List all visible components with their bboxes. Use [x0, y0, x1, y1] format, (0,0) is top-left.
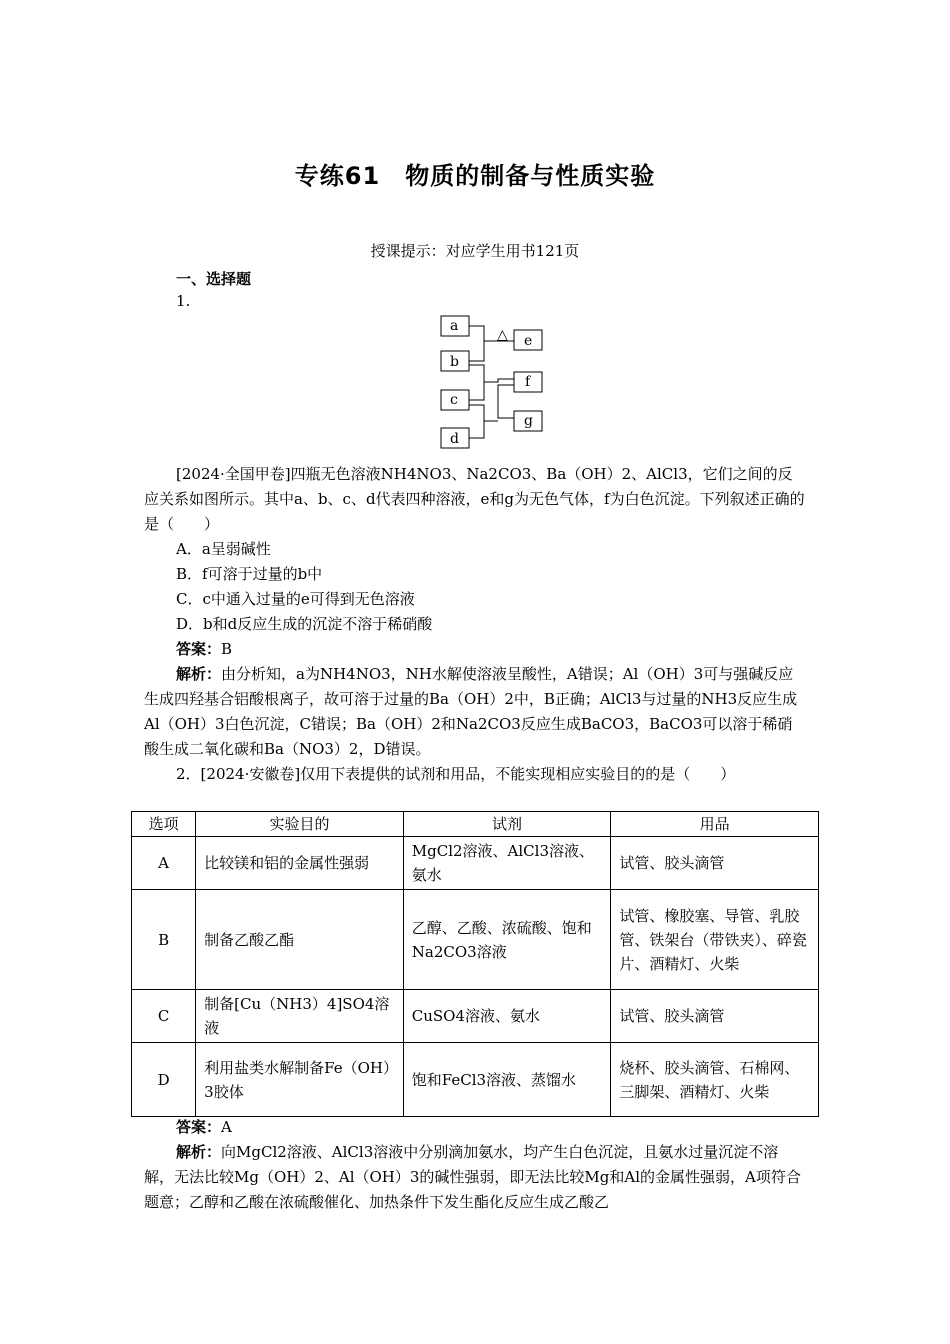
table-row: C 制备[Cu（NH3）4]SO4溶液 CuSO4溶液、氨水 试管、胶头滴管 [132, 990, 819, 1043]
label-a: a [450, 318, 459, 334]
label-e: e [524, 333, 533, 349]
label-d: d [450, 431, 459, 447]
option-a: A．a呈弱碱性 [176, 540, 271, 558]
table-header: 选项 实验目的 试剂 用品 [132, 812, 819, 837]
label-c: c [450, 392, 458, 408]
question-1-stem: [2024·全国甲卷]四瓶无色溶液NH4NO3、Na2CO3、Ba（OH）2、AlCl3，它们之间的反应关系如图所示。其中a、b、c、d代表四种溶液，e和g为无色气体，f为白色沉淀。下列叙述正确的是（ ） [144, 465, 805, 533]
label-b: b [450, 354, 459, 370]
answer-2: 答案：A [176, 1118, 232, 1136]
page-title: 专练61 物质的制备与性质实验 [294, 162, 656, 190]
table-row: A 比较镁和铝的金属性强弱 MgCl2溶液、AlCl3溶液、氨水 试管、胶头滴管 [132, 837, 819, 890]
reaction-diagram [438, 313, 548, 451]
label-f: f [525, 374, 531, 390]
label-g: g [524, 413, 533, 429]
option-c: C．c中通入过量的e可得到无色溶液 [176, 590, 415, 608]
table-row: D 利用盐类水解制备Fe（OH）3胶体 饱和FeCl3溶液、蒸馏水 烧杯、胶头滴管、石棉网、三脚架、酒精灯、火柴 [132, 1043, 819, 1117]
question-2-stem: 2．[2024·安徽卷]仅用下表提供的试剂和用品，不能实现相应实验目的的是（ ） [176, 765, 736, 783]
table-row: B 制备乙酸乙酯 乙醇、乙酸、浓硫酸、饱和Na2CO3溶液 试管、橡胶塞、导管、乳胶管、铁架台（带铁夹）、碎瓷片、酒精灯、火柴 [132, 890, 819, 990]
teaching-hint: 授课提示：对应学生用书121页 [370, 242, 580, 260]
analysis-1: 解析：由分析知，a为NH4NO3，NH水解使溶液呈酸性，A错误；Al（OH）3可与强碱反应生成四羟基合铝酸根离子，故可溶于过量的Ba（OH）2中，B正确；AlCl3与过量的NH3反应生成Al（OH）3白色沉淀，C错误；Ba（OH）2和Na2CO3反应生成BaCO3，BaCO3可以溶于稀硝酸生成二氧化碳和Ba（NO3）2，D错误。 [144, 665, 798, 758]
answer-1: 答案：B [176, 640, 233, 658]
analysis-2: 解析：向MgCl2溶液、AlCl3溶液中分别滴加氨水，均产生白色沉淀，且氨水过量沉淀不溶解，无法比较Mg（OH）2、Al（OH）3的碱性强弱，即无法比较Mg和Al的金属性强弱，A项符合题意；乙醇和乙酸在浓硫酸催化、加热条件下发生酯化反应生成乙酸乙 [144, 1143, 801, 1211]
question-1-number: 1. [176, 292, 191, 310]
reagent-table [131, 811, 819, 1117]
heat-symbol: △ [497, 327, 508, 343]
option-b: B．f可溶于过量的b中 [176, 565, 323, 583]
section-heading: 一、选择题 [176, 270, 252, 288]
option-d: D．b和d反应生成的沉淀不溶于稀硝酸 [176, 615, 433, 633]
